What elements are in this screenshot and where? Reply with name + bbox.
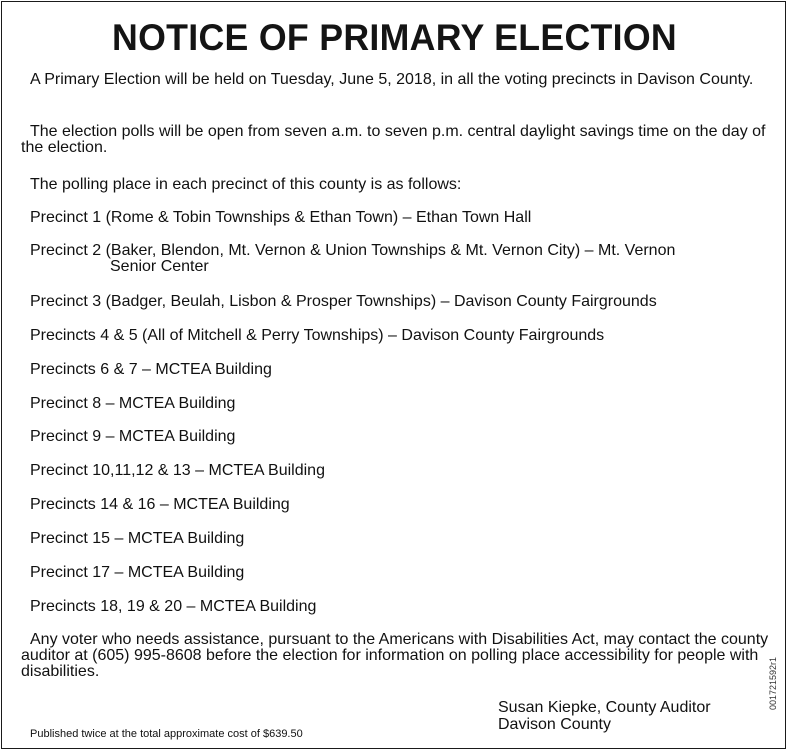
precinct-8: Precinct 8 – MCTEA Building <box>30 395 236 412</box>
precinct-15: Precinct 15 – MCTEA Building <box>30 530 245 547</box>
precincts-18-20: Precincts 18, 19 & 20 – MCTEA Building <box>30 598 317 615</box>
intro-paragraph: A Primary Election will be held on Tuesday, June 5, 2018, in all the voting precincts in Davison County. <box>30 71 754 88</box>
precincts-4-5: Precincts 4 & 5 (All of Mitchell & Perry Townships) – Davison County Fairgrounds <box>30 327 605 344</box>
signature-county: Davison County <box>498 716 611 733</box>
precinct-17: Precinct 17 – MCTEA Building <box>30 564 245 581</box>
precinct-1: Precinct 1 (Rome & Tobin Townships & Ethan Town) – Ethan Town Hall <box>30 209 532 226</box>
precincts-14-16: Precincts 14 & 16 – MCTEA Building <box>30 496 290 513</box>
hours-paragraph: The election polls will be open from seven a.m. to seven p.m. central daylight savings time on the day of the election. <box>21 123 766 156</box>
precinct-2-continuation: Senior Center <box>110 258 209 275</box>
polling-intro: The polling place in each precinct of this county is as follows: <box>30 176 462 193</box>
precinct-9: Precinct 9 – MCTEA Building <box>30 428 236 445</box>
precinct-3: Precinct 3 (Badger, Beulah, Lisbon & Prosper Townships) – Davison County Fairgrounds <box>30 293 657 310</box>
precinct-2: Precinct 2 (Baker, Blendon, Mt. Vernon & Union Townships & Mt. Vernon City) – Mt. Vernon <box>30 242 676 259</box>
ada-paragraph: Any voter who needs assistance, pursuant to the Americans with Disabilities Act, may contact the county auditor at (605) 995-8608 before the election for information on polling place accessibility for people with disabilities. <box>21 631 769 680</box>
precincts-6-7: Precincts 6 & 7 – MCTEA Building <box>30 361 272 378</box>
ad-id: 001721592r1 <box>768 656 778 710</box>
published-note: Published twice at the total approximate cost of $639.50 <box>30 728 303 740</box>
signature-name: Susan Kiepke, County Auditor <box>498 699 711 716</box>
precincts-10-13: Precinct 10,11,12 & 13 – MCTEA Building <box>30 462 325 479</box>
notice-title: NOTICE OF PRIMARY ELECTION <box>112 17 677 58</box>
